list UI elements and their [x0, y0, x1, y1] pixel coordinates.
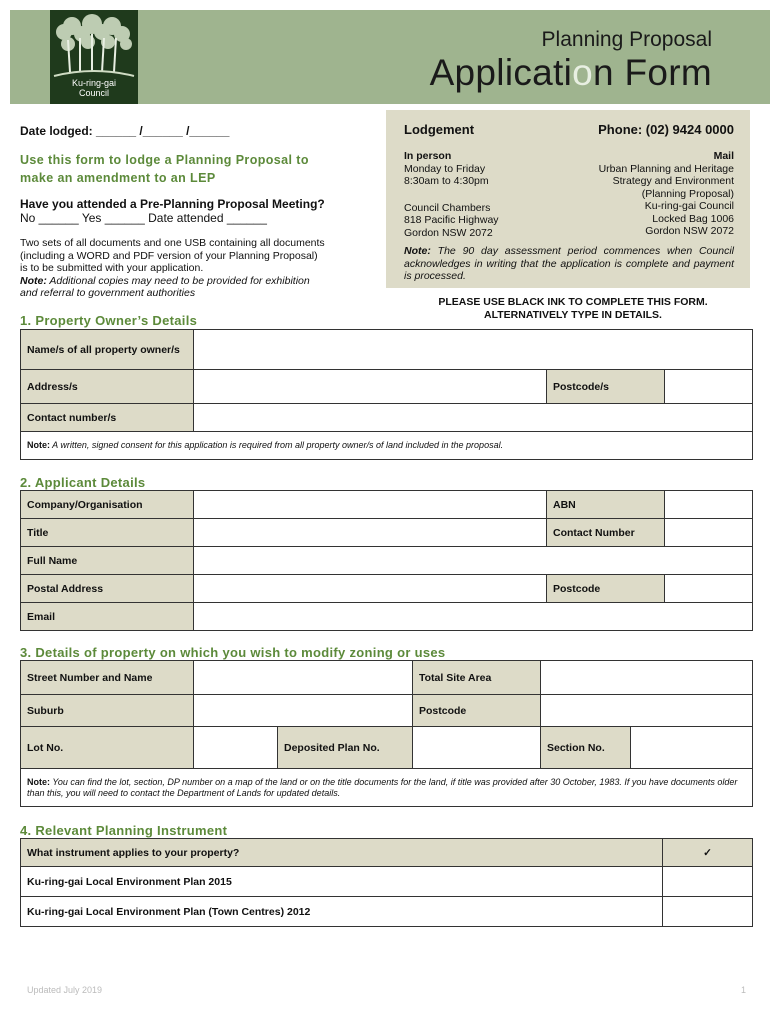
logo-line-1: Ku-ring-gai	[71, 78, 117, 88]
lep-town-centres-option: Ku-ring-gai Local Environment Plan (Town Centres) 2012	[21, 897, 663, 927]
lep-town-centres-checkbox[interactable]	[663, 897, 753, 927]
check-mark-icon: ✓	[663, 839, 753, 867]
mail-line-1: Urban Planning and Heritage	[598, 162, 734, 175]
abn-field[interactable]	[665, 491, 753, 519]
council-logo	[50, 10, 138, 104]
section-2-title: 2. Applicant Details	[20, 475, 146, 490]
postal-address-field[interactable]	[194, 575, 547, 603]
chambers-line-3: Gordon NSW 2072	[404, 226, 493, 239]
mail-line-4: Ku-ring-gai Council	[644, 200, 734, 212]
property-postcode-field[interactable]	[541, 695, 753, 727]
in-person-hours: 8:30am to 4:30pm	[404, 175, 489, 187]
mail-line-3: (Planning Proposal)	[641, 187, 734, 200]
owner-names-field[interactable]	[194, 330, 753, 370]
section-no-field[interactable]	[631, 727, 753, 769]
owner-note-label: Note:	[27, 440, 50, 450]
lead-line-1: Use this form to lodge a Planning Proposal to	[20, 153, 309, 167]
section-3-title: 3. Details of property on which you wish to modify zoning or uses	[20, 645, 446, 660]
owner-note-text: A written, signed consent for this application is required from all property owner/s of land included in the proposal.	[50, 440, 504, 450]
owner-address-label: Address/s	[21, 370, 194, 404]
page-number: 1	[740, 985, 746, 995]
mail-line-5: Locked Bag 1006	[652, 212, 734, 225]
abn-label: ABN	[547, 491, 665, 519]
applicant-table	[20, 490, 753, 631]
meeting-question: Have you attended a Pre-Planning Proposal Meeting?	[20, 197, 325, 211]
owner-consent-note	[21, 432, 753, 460]
lodgement-title: Lodgement	[404, 122, 475, 137]
page-title	[430, 52, 712, 94]
title-field[interactable]	[194, 519, 547, 547]
assessment-note-text: The 90 day assessment period commences when Council acknowledges in writing that the application is complete and payment is processed.	[404, 245, 734, 282]
dp-label: Deposited Plan No.	[278, 727, 413, 769]
lodgement-box	[386, 110, 750, 288]
company-field[interactable]	[194, 491, 547, 519]
in-person-label: In person	[404, 150, 452, 162]
dp-field[interactable]	[413, 727, 541, 769]
property-postcode-label: Postcode	[413, 695, 541, 727]
mail-line-2: Strategy and Environment	[612, 175, 734, 187]
owner-postcode-label: Postcode/s	[547, 370, 665, 404]
lot-note-label: Note:	[27, 776, 50, 787]
in-person-details	[404, 150, 499, 239]
instr-line-5: and referral to government authorities	[20, 287, 196, 299]
header-band	[10, 10, 770, 104]
lead-line-2: make an amendment to an LEP	[20, 171, 216, 185]
section-no-label: Section No.	[541, 727, 631, 769]
mail-line-6: Gordon NSW 2072	[645, 225, 734, 237]
lot-note-text: You can find the lot, section, DP number on a map of the land or on the title documents for the land, if title was provided after 30 October, 1983. If you have documents older than this, you will need to contact the Department of Lands for updated details.	[27, 776, 738, 798]
title-o: o	[572, 52, 594, 93]
email-field[interactable]	[194, 603, 753, 631]
suburb-label: Suburb	[21, 695, 194, 727]
logo-line-2: Council	[78, 88, 109, 98]
section-1-title: 1. Property Owner’s Details	[20, 313, 198, 328]
title-part-1: Applicati	[429, 52, 573, 93]
applicant-postcode-label: Postcode	[547, 575, 665, 603]
property-owner-table	[20, 329, 753, 460]
full-name-field[interactable]	[194, 547, 753, 575]
instr-note-label: Note:	[20, 274, 47, 287]
full-name-label: Full Name	[21, 547, 194, 575]
street-label: Street Number and Name	[21, 661, 194, 695]
assessment-note	[404, 245, 734, 283]
mail-details	[599, 150, 734, 238]
instrument-question: What instrument applies to your property?	[21, 839, 663, 867]
instr-note	[20, 275, 370, 288]
chambers-line-1: Council Chambers	[404, 201, 491, 214]
instr-line-1: Two sets of all documents and one USB containing all documents	[20, 237, 325, 249]
title-label: Title	[21, 519, 194, 547]
street-field[interactable]	[194, 661, 413, 695]
assessment-note-label: Note:	[404, 245, 431, 257]
lep-2015-option: Ku-ring-gai Local Environment Plan 2015	[21, 867, 663, 897]
lodgement-phone: Phone: (02) 9424 0000	[598, 122, 734, 137]
owner-contact-field[interactable]	[194, 404, 753, 432]
lep-2015-checkbox[interactable]	[663, 867, 753, 897]
suburb-field[interactable]	[194, 695, 413, 727]
header-subtitle: Planning Proposal	[541, 28, 712, 51]
submission-instructions	[20, 237, 370, 300]
lot-label: Lot No.	[21, 727, 194, 769]
site-area-label: Total Site Area	[413, 661, 541, 695]
company-label: Company/Organisation	[21, 491, 194, 519]
email-label: Email	[21, 603, 194, 631]
date-lodged: Date lodged: ______ /______ /______	[20, 124, 230, 138]
mail-label: Mail	[713, 150, 734, 162]
planning-instrument-table	[20, 838, 753, 927]
lot-field[interactable]	[194, 727, 278, 769]
meeting-answer-field[interactable]: No ______ Yes ______ Date attended ______	[20, 211, 267, 225]
instr-line-3: is to be submitted with your application.	[20, 262, 204, 274]
in-person-days: Monday to Friday	[404, 162, 486, 175]
property-details-table	[20, 660, 753, 807]
contact-number-label: Contact Number	[547, 519, 665, 547]
ink-line-2: ALTERNATIVELY TYPE IN DETAILS.	[484, 309, 662, 321]
owner-contact-label: Contact number/s	[21, 404, 194, 432]
owner-names-label: Name/s of all property owner/s	[21, 330, 194, 370]
ink-line-1: PLEASE USE BLACK INK TO COMPLETE THIS FORM.	[438, 296, 708, 308]
title-part-2: n Form	[593, 52, 712, 93]
applicant-postcode-field[interactable]	[665, 575, 753, 603]
site-area-field[interactable]	[541, 661, 753, 695]
owner-address-field[interactable]	[194, 370, 547, 404]
instr-line-2: (including a WORD and PDF version of your Planning Proposal)	[20, 249, 318, 262]
postal-address-label: Postal Address	[21, 575, 194, 603]
owner-postcode-field[interactable]	[665, 370, 753, 404]
lot-dp-note	[21, 769, 753, 807]
instr-note-text: Additional copies may need to be provided for exhibition	[46, 274, 310, 287]
chambers-line-2: 818 Pacific Highway	[404, 214, 499, 226]
section-4-title: 4. Relevant Planning Instrument	[20, 823, 228, 838]
lead-text	[20, 151, 365, 187]
logo-wordmark	[50, 78, 138, 98]
black-ink-notice	[386, 296, 760, 322]
contact-number-field[interactable]	[665, 519, 753, 547]
updated-date: Updated July 2019	[27, 985, 103, 995]
